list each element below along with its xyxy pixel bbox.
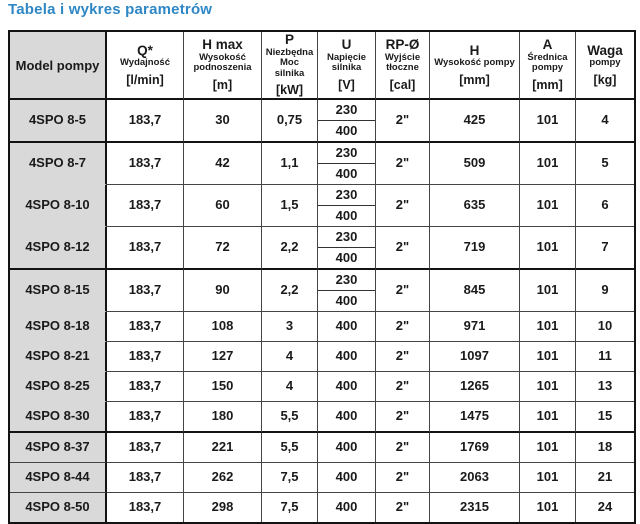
table-body [10, 100, 634, 522]
value-cell-hmax: 72 [184, 227, 262, 270]
header-unit: [kg] [593, 72, 617, 87]
value-cell-a: 101 [520, 402, 576, 433]
model-cell: 4SPO 8-50 [10, 493, 107, 522]
column-header-u [318, 32, 376, 100]
voltage-split [318, 100, 375, 141]
model-cell: 4SPO 8-37 [10, 433, 107, 463]
value-cell-rp: 2" [376, 312, 430, 342]
column-header-model [10, 32, 107, 100]
table-row [10, 463, 634, 493]
column-header-p [262, 32, 318, 100]
model-cell: 4SPO 8-15 [10, 270, 107, 312]
header-sub: Średnica pompy [527, 51, 568, 74]
table-row [10, 372, 634, 402]
value-cell-a: 101 [520, 493, 576, 522]
voltage-cell-split [318, 185, 376, 227]
value-cell-a: 101 [520, 312, 576, 342]
value-cell-p: 7,5 [262, 463, 318, 493]
model-cell: 4SPO 8-10 [10, 185, 107, 227]
value-cell-h: 509 [430, 143, 520, 185]
column-header-q [107, 32, 184, 100]
value-cell-hmax: 127 [184, 342, 262, 372]
value-cell-p: 0,75 [262, 100, 318, 143]
header-sym: H max [202, 37, 243, 53]
value-cell-waga: 15 [576, 402, 634, 433]
value-cell-rp: 2" [376, 372, 430, 402]
value-cell-u: 400 [318, 433, 376, 463]
model-cell: 4SPO 8-30 [10, 402, 107, 433]
table-row [10, 312, 634, 342]
header-sub: Wydajność [120, 57, 170, 69]
voltage-cell-split [318, 100, 376, 143]
value-cell-q: 183,7 [107, 227, 184, 270]
value-cell-p: 4 [262, 372, 318, 402]
value-cell-p: 5,5 [262, 433, 318, 463]
header-unit: [mm] [459, 72, 490, 87]
value-cell-h: 1265 [430, 372, 520, 402]
voltage-option: 400 [335, 207, 358, 223]
value-cell-p: 1,1 [262, 143, 318, 185]
parameters-table [8, 30, 636, 524]
voltage-option: 400 [335, 292, 358, 308]
column-header-hmax [184, 32, 262, 100]
value-cell-waga: 4 [576, 100, 634, 143]
value-cell-rp: 2" [376, 433, 430, 463]
value-cell-p: 1,5 [262, 185, 318, 227]
value-cell-waga: 7 [576, 227, 634, 270]
value-cell-h: 425 [430, 100, 520, 143]
value-cell-waga: 5 [576, 143, 634, 185]
header-unit: [V] [338, 78, 355, 93]
table-row [10, 100, 634, 143]
table-header [10, 32, 634, 100]
value-cell-hmax: 30 [184, 100, 262, 143]
model-cell: 4SPO 8-44 [10, 463, 107, 493]
value-cell-q: 183,7 [107, 433, 184, 463]
header-sym: H [469, 42, 480, 58]
table-row [10, 493, 634, 522]
voltage-split [318, 143, 375, 184]
parameters-table-wrapper [8, 30, 636, 524]
table-row [10, 342, 634, 372]
model-cell: 4SPO 8-5 [10, 100, 107, 143]
header-unit: [m] [212, 78, 233, 93]
table-row [10, 227, 634, 270]
value-cell-q: 183,7 [107, 463, 184, 493]
header-unit: [kW] [275, 83, 304, 98]
table-row [10, 433, 634, 463]
header-sym: U [341, 37, 352, 53]
table-row [10, 270, 634, 312]
voltage-option: 230 [318, 143, 375, 164]
voltage-cell-split [318, 227, 376, 270]
value-cell-hmax: 180 [184, 402, 262, 433]
column-header-waga [576, 32, 634, 100]
page-title: Tabela i wykres parametrów [8, 1, 213, 18]
value-cell-waga: 6 [576, 185, 634, 227]
voltage-cell-split [318, 270, 376, 312]
value-cell-u: 400 [318, 372, 376, 402]
voltage-option: 230 [318, 270, 375, 291]
value-cell-hmax: 298 [184, 493, 262, 522]
value-cell-u: 400 [318, 493, 376, 522]
model-cell: 4SPO 8-7 [10, 143, 107, 185]
voltage-split [318, 227, 375, 268]
value-cell-hmax: 262 [184, 463, 262, 493]
value-cell-waga: 24 [576, 493, 634, 522]
value-cell-a: 101 [520, 100, 576, 143]
header-sub: Wyjście tłoczne [384, 51, 421, 74]
value-cell-a: 101 [520, 463, 576, 493]
value-cell-q: 183,7 [107, 270, 184, 312]
value-cell-q: 183,7 [107, 372, 184, 402]
voltage-option: 400 [335, 122, 358, 138]
model-cell: 4SPO 8-21 [10, 342, 107, 372]
value-cell-waga: 21 [576, 463, 634, 493]
value-cell-a: 101 [520, 185, 576, 227]
column-header-a [520, 32, 576, 100]
value-cell-q: 183,7 [107, 312, 184, 342]
voltage-option: 230 [318, 227, 375, 248]
value-cell-h: 971 [430, 312, 520, 342]
header-unit: [cal] [389, 78, 416, 93]
value-cell-u: 400 [318, 342, 376, 372]
value-cell-p: 5,5 [262, 402, 318, 433]
value-cell-a: 101 [520, 372, 576, 402]
value-cell-rp: 2" [376, 270, 430, 312]
value-cell-h: 635 [430, 185, 520, 227]
value-cell-rp: 2" [376, 100, 430, 143]
value-cell-p: 7,5 [262, 493, 318, 522]
value-cell-waga: 9 [576, 270, 634, 312]
value-cell-q: 183,7 [107, 493, 184, 522]
value-cell-waga: 18 [576, 433, 634, 463]
value-cell-q: 183,7 [107, 100, 184, 143]
value-cell-rp: 2" [376, 227, 430, 270]
value-cell-h: 845 [430, 270, 520, 312]
value-cell-hmax: 150 [184, 372, 262, 402]
column-header-h [430, 32, 520, 100]
table-row [10, 402, 634, 433]
header-sub: Wysokość podnoszenia [193, 51, 252, 74]
value-cell-waga: 11 [576, 342, 634, 372]
header-sub: Napięcie silnika [326, 51, 367, 74]
value-cell-a: 101 [520, 270, 576, 312]
voltage-option: 400 [335, 249, 358, 265]
value-cell-q: 183,7 [107, 185, 184, 227]
value-cell-h: 1475 [430, 402, 520, 433]
value-cell-a: 101 [520, 227, 576, 270]
header-label: Model pompy [15, 57, 100, 73]
value-cell-hmax: 42 [184, 143, 262, 185]
header-sym: RP-Ø [385, 37, 420, 53]
value-cell-rp: 2" [376, 185, 430, 227]
header-sub: pompy [589, 57, 621, 69]
table-row [10, 185, 634, 227]
value-cell-hmax: 108 [184, 312, 262, 342]
header-sym: P [284, 32, 294, 47]
header-unit: [mm] [532, 78, 563, 93]
header-sym: Waga [587, 42, 623, 58]
value-cell-h: 719 [430, 227, 520, 270]
value-cell-p: 2,2 [262, 227, 318, 270]
value-cell-a: 101 [520, 433, 576, 463]
value-cell-q: 183,7 [107, 143, 184, 185]
value-cell-hmax: 90 [184, 270, 262, 312]
header-unit: [l/min] [126, 72, 164, 87]
voltage-option: 230 [318, 100, 375, 121]
value-cell-q: 183,7 [107, 342, 184, 372]
value-cell-rp: 2" [376, 493, 430, 522]
column-header-rp [376, 32, 430, 100]
value-cell-h: 2063 [430, 463, 520, 493]
value-cell-p: 2,2 [262, 270, 318, 312]
voltage-option: 400 [335, 165, 358, 181]
value-cell-hmax: 60 [184, 185, 262, 227]
header-row [10, 32, 634, 100]
voltage-cell-split [318, 143, 376, 185]
table-row [10, 143, 634, 185]
value-cell-rp: 2" [376, 342, 430, 372]
voltage-split [318, 185, 375, 226]
value-cell-rp: 2" [376, 143, 430, 185]
value-cell-waga: 13 [576, 372, 634, 402]
value-cell-h: 1769 [430, 433, 520, 463]
value-cell-q: 183,7 [107, 402, 184, 433]
value-cell-p: 3 [262, 312, 318, 342]
value-cell-waga: 10 [576, 312, 634, 342]
value-cell-u: 400 [318, 463, 376, 493]
value-cell-hmax: 221 [184, 433, 262, 463]
model-cell: 4SPO 8-12 [10, 227, 107, 270]
value-cell-rp: 2" [376, 402, 430, 433]
header-sub: Wysokość pompy [434, 57, 515, 69]
value-cell-u: 400 [318, 402, 376, 433]
model-cell: 4SPO 8-25 [10, 372, 107, 402]
value-cell-p: 4 [262, 342, 318, 372]
value-cell-a: 101 [520, 143, 576, 185]
value-cell-h: 2315 [430, 493, 520, 522]
model-cell: 4SPO 8-18 [10, 312, 107, 342]
value-cell-u: 400 [318, 312, 376, 342]
value-cell-h: 1097 [430, 342, 520, 372]
voltage-option: 230 [318, 185, 375, 206]
header-sym: Q* [137, 42, 153, 58]
header-sym: A [542, 37, 553, 53]
voltage-split [318, 270, 375, 311]
header-sub: Niezbędna Moc silnika [265, 46, 314, 79]
value-cell-rp: 2" [376, 463, 430, 493]
value-cell-a: 101 [520, 342, 576, 372]
